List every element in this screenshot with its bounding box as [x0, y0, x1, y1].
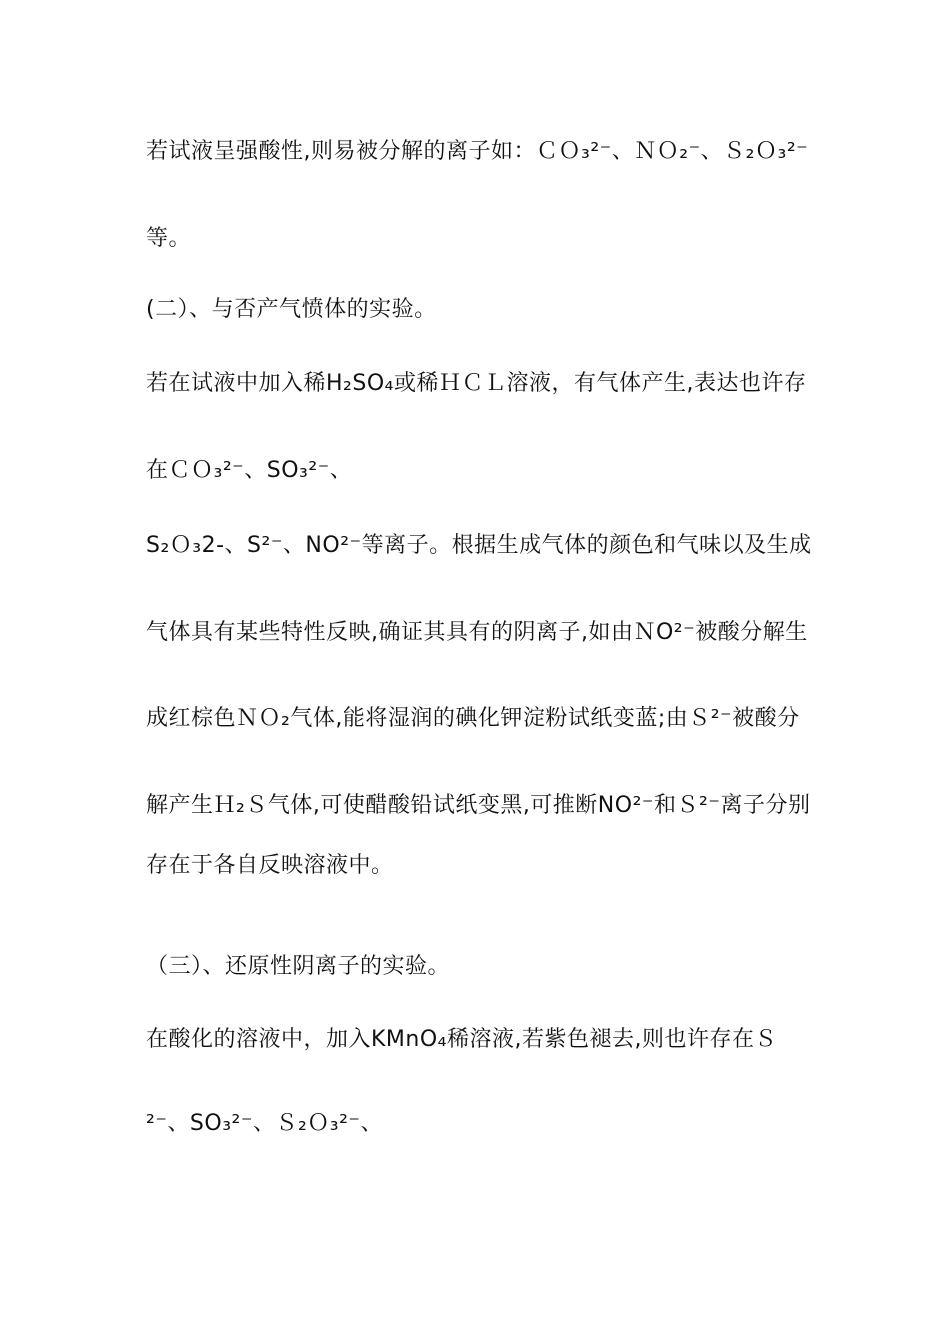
- section-heading: （三）、还原性阴离子的实验。: [146, 954, 451, 979]
- text-line: 若在试液中加入稀H₂SO₄或稀ＨＣＬ溶液，有气体产生,表达也许存: [146, 371, 807, 396]
- text-line: 存在于各自反映溶液中。: [146, 853, 394, 878]
- text-line: 成红棕色ＮＯ₂气体,能将湿润的碘化钾淀粉试纸变蓝;由Ｓ²⁻被酸分: [146, 706, 800, 731]
- text-line: ²⁻、SO₃²⁻、Ｓ₂Ｏ₃²⁻、: [146, 1111, 384, 1136]
- text-line: S₂Ｏ₃2-、S²⁻、NO²⁻等离子。根据生成气体的颜色和气味以及生成: [146, 533, 812, 558]
- text-line: 解产生Ｈ₂Ｓ气体,可使醋酸铅试纸变黑,可推断NO²⁻和Ｓ²⁻离子分别: [146, 793, 811, 818]
- text-line: 在酸化的溶液中，加入KMnO₄稀溶液,若紫色褪去,则也许存在Ｓ: [146, 1027, 777, 1052]
- text-line: 气体具有某些特性反映,确证其具有的阴离子,如由ＮO²⁻被酸分解生: [146, 620, 808, 645]
- text-line: 等。: [146, 226, 192, 251]
- section-heading: (二）、与否产气愤体的实验。: [146, 297, 437, 322]
- text-line: 若试液呈强酸性,则易被分解的离子如：ＣＯ₃²⁻、ＮＯ₂⁻、Ｓ₂Ｏ₃²⁻: [146, 139, 809, 164]
- text-line: 在ＣＯ₃²⁻、SO₃²⁻、: [146, 458, 353, 483]
